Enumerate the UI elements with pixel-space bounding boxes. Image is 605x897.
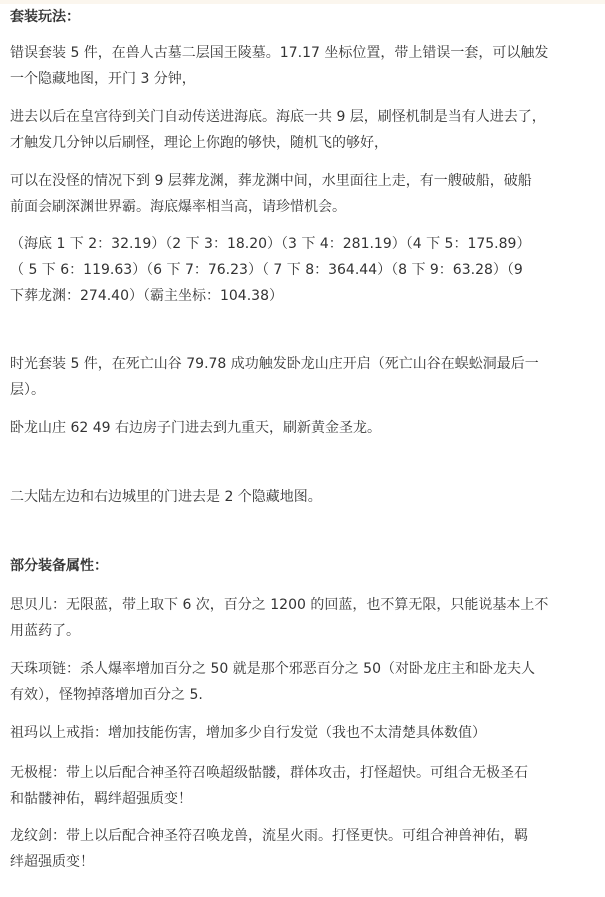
paragraph-line: 祖玛以上戒指：增加技能伤害，增加多少自行发觉（我也不太清楚具体数值）: [10, 725, 486, 741]
paragraph-dragon-abyss: [10, 168, 595, 220]
paragraph-line: 和骷髅神佑，羁绊超强质变！: [10, 791, 192, 807]
paragraph-line: 层）。: [10, 382, 45, 398]
paragraph-line: 思贝儿：无限蓝，带上取下 6 次，百分之 1200 的回蓝，也不算无限，只能说基本上不: [10, 597, 549, 613]
paragraph-line: 绊超强质变！: [10, 854, 94, 870]
paragraph-zuma-ring: [10, 720, 595, 746]
paragraph-line: 用蓝药了。: [10, 623, 80, 639]
paragraph-line: 进去以后在皇宫待到关门自动传送进海底。海底一共 9 层，刷怪机制是当有人进去了，: [10, 109, 546, 125]
paragraph-sibeier: [10, 592, 595, 644]
paragraph-line: 无极棍：带上以后配合神圣符召唤超级骷髅，群体攻击，打怪超快。可组合无极圣石: [10, 765, 528, 781]
paragraph-line: 前面会刷深渊世界霸。海底爆率相当高，请珍惜机会。: [10, 199, 346, 215]
paragraph-undersea: [10, 104, 595, 156]
paragraph-pearl-necklace: [10, 656, 595, 708]
section-heading-equipment: [10, 553, 595, 579]
paragraph-time-set: [10, 351, 595, 403]
paragraph-line: 才触发几分钟以后刷怪，理论上你跑的够快，随机飞的够好，: [10, 135, 388, 151]
paragraph-coordinates: [10, 231, 595, 309]
paragraph-line: 时光套装 5 件，在死亡山谷 79.78 成功触发卧龙山庄开启（死亡山谷在蜈蚣洞最后一: [10, 356, 539, 372]
paragraph-line: 可以在没怪的情况下到 9 层葬龙渊，葬龙渊中间，水里面往上走，有一艘破船，破船: [10, 173, 532, 189]
paragraph-line: （海底 1 下 2：32.19）（2 下 3：18.20）（3 下 4：281.19）（4 下 5：175.89）: [10, 236, 531, 252]
paragraph-line: （ 5 下 6：119.63）（6 下 7：76.23）（ 7 下 8：364.44）（8 下 9：63.28）（9: [10, 262, 523, 278]
paragraph-line: 天珠项链：杀人爆率增加百分之 50 就是那个邪恶百分之 50（对卧龙庄主和卧龙夫人: [10, 661, 535, 677]
paragraph-error-set: [10, 40, 595, 92]
paragraph-line: 卧龙山庄 62 49 右边房子门进去到九重天，刷新黄金圣龙。: [10, 420, 381, 436]
heading-text: 部分装备属性：: [10, 558, 108, 574]
heading-text: 套装玩法：: [10, 9, 80, 25]
paragraph-hidden-maps: [10, 484, 595, 510]
paragraph-wuji-staff: [10, 760, 595, 812]
paragraph-wolong-villa: [10, 415, 595, 441]
section-heading-set-gameplay: [10, 4, 595, 30]
paragraph-line: 二大陆左边和右边城里的门进去是 2 个隐藏地图。: [10, 489, 322, 505]
paragraph-line: 一个隐藏地图，开门 3 分钟，: [10, 71, 196, 87]
paragraph-line: 有效），怪物掉落增加百分之 5.: [10, 687, 203, 703]
paragraph-line: 龙纹剑：带上以后配合神圣符召唤龙兽，流星火雨。打怪更快。可组合神兽神佑，羁: [10, 828, 528, 844]
paragraph-line: 错误套装 5 件，在兽人古墓二层国王陵墓。17.17 坐标位置，带上错误一套，可以触发: [10, 45, 549, 61]
paragraph-dragon-sword: [10, 823, 595, 875]
paragraph-line: 下葬龙渊：274.40）（霸主坐标：104.38）: [10, 288, 283, 304]
